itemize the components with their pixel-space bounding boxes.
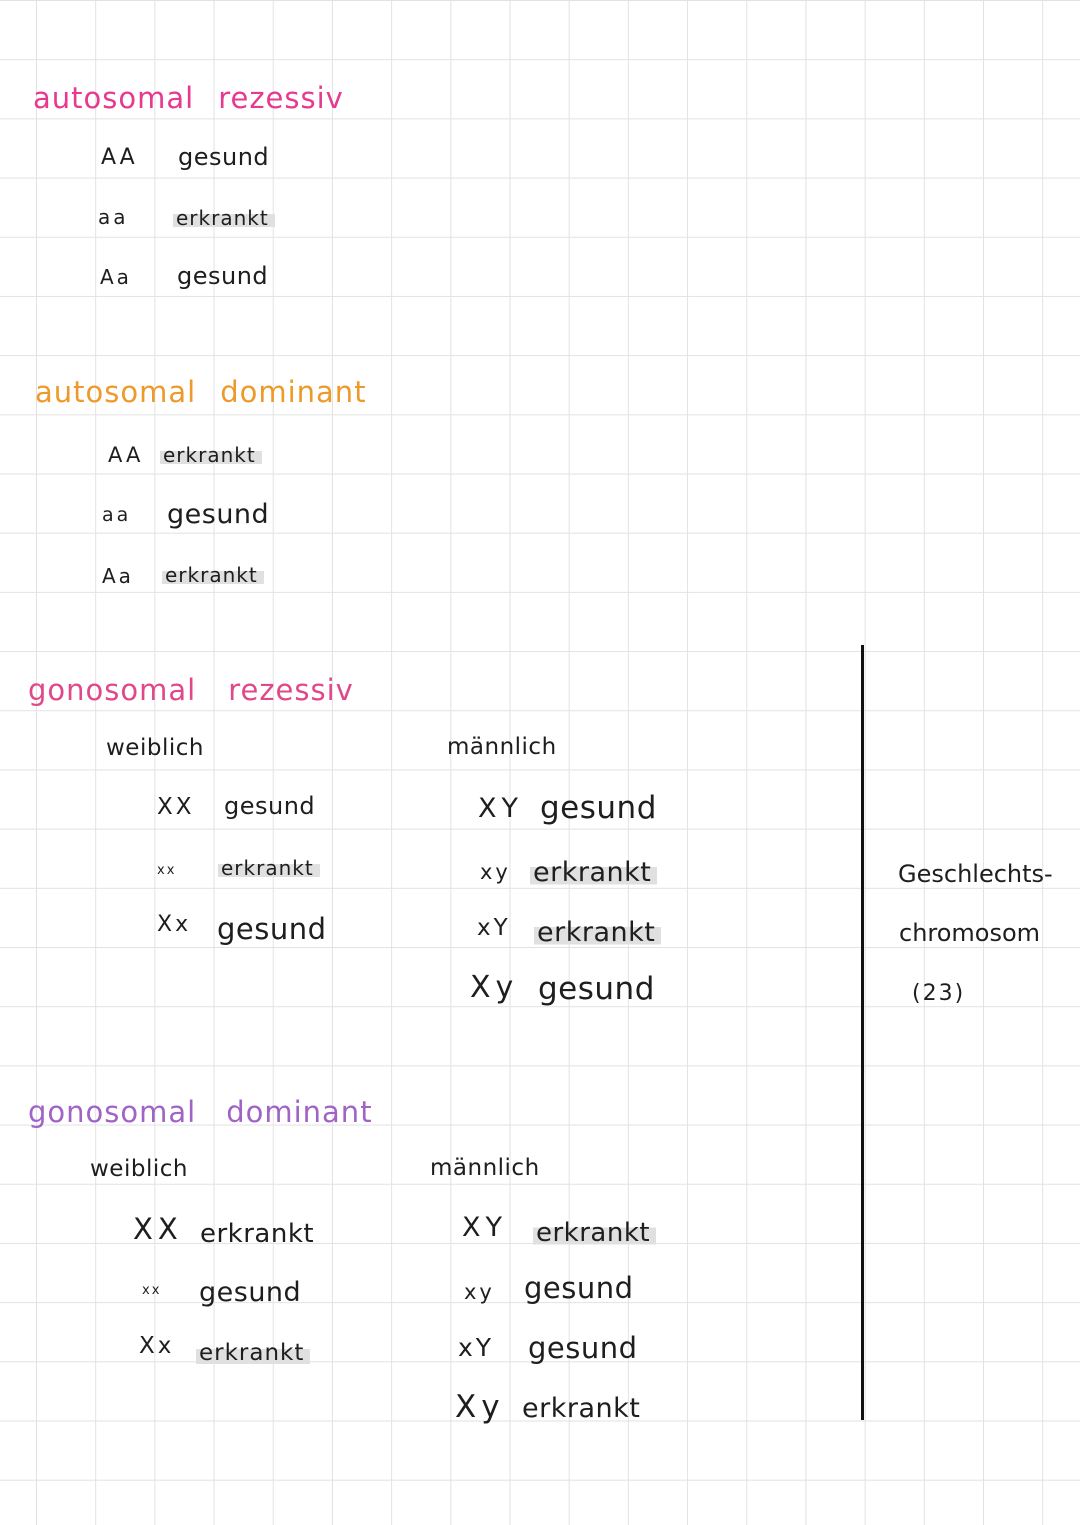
- male-label: männlich: [430, 1155, 540, 1181]
- phenotype: gesund: [528, 1331, 638, 1365]
- genotype: AA: [108, 443, 144, 467]
- phenotype: gesund: [178, 143, 270, 171]
- sidenote-line-3: (23): [912, 981, 966, 1006]
- sidenote-line-1: Geschlechts-: [898, 860, 1053, 888]
- genotype: xY: [477, 915, 511, 941]
- phenotype: gesund: [199, 1277, 302, 1308]
- genotype: Aa: [102, 564, 134, 588]
- heading-part-1: gonosomal: [28, 1095, 197, 1129]
- heading-part-1: gonosomal: [28, 673, 197, 707]
- genotype: Aa: [100, 265, 132, 289]
- genotype: Xy: [455, 1389, 505, 1425]
- phenotype: erkrankt: [200, 1219, 315, 1249]
- genotype: AA: [101, 145, 138, 170]
- genotype: XX: [157, 794, 195, 820]
- heading-gonosomal-dominant: [28, 1095, 373, 1129]
- male-label: männlich: [447, 734, 557, 760]
- phenotype: gesund: [524, 1271, 634, 1305]
- phenotype: gesund: [177, 262, 269, 290]
- heading-gonosomal-rezessiv: [28, 673, 354, 707]
- genotype: Xx: [139, 1333, 175, 1359]
- heading-part-1: autosomal: [35, 375, 197, 409]
- phenotype: erkrankt: [534, 918, 661, 948]
- genotype: XY: [462, 1212, 507, 1243]
- heading-part-2: dominant: [220, 375, 367, 409]
- phenotype: erkrankt: [218, 857, 320, 880]
- phenotype: erkrankt: [530, 858, 657, 888]
- genotype: XY: [478, 793, 523, 824]
- heading-part-2: rezessiv: [218, 81, 344, 115]
- phenotype: gesund: [217, 912, 327, 946]
- phenotype: erkrankt: [173, 207, 275, 230]
- heading-autosomal-rezessiv: [33, 81, 344, 115]
- female-label: weiblich: [106, 735, 204, 761]
- genotype: aa: [98, 205, 129, 229]
- phenotype: erkrankt: [162, 564, 264, 587]
- genotype: xx: [142, 1283, 162, 1298]
- phenotype: gesund: [167, 499, 270, 530]
- genotype: Xx: [157, 912, 192, 937]
- heading-part-2: dominant: [226, 1095, 373, 1129]
- genotype: xy: [464, 1280, 495, 1304]
- genotype: xy: [480, 860, 511, 884]
- phenotype: erkrankt: [160, 444, 262, 467]
- genotype: xx: [157, 863, 177, 878]
- phenotype: erkrankt: [522, 1393, 641, 1424]
- heading-part-2: rezessiv: [228, 673, 354, 707]
- sidenote-line-2: chromosom: [899, 919, 1041, 947]
- phenotype: erkrankt: [533, 1219, 656, 1248]
- phenotype: gesund: [538, 971, 655, 1007]
- genotype: XX: [133, 1212, 183, 1246]
- phenotype: erkrankt: [196, 1341, 310, 1367]
- heading-autosomal-dominant: [35, 375, 367, 409]
- heading-part-1: autosomal: [33, 81, 195, 115]
- genotype: xY: [458, 1333, 495, 1362]
- phenotype: gesund: [224, 792, 316, 820]
- vertical-divider: [861, 645, 864, 1420]
- female-label: weiblich: [90, 1156, 188, 1182]
- phenotype: gesund: [540, 790, 657, 826]
- genotype: Xy: [470, 970, 519, 1005]
- genotype: aa: [102, 504, 132, 526]
